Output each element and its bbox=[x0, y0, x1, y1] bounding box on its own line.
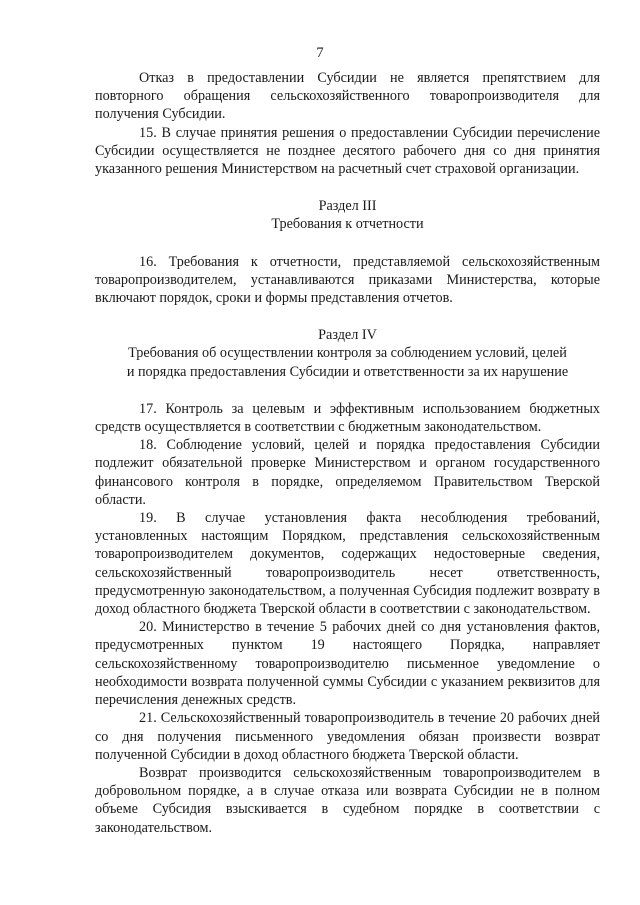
paragraph-16: 16. Требования к отчетности, представляемой сельскохозяйственным товаропроизводителем, устанавливаются приказами Министерства, которые включают порядок, сроки и формы представления отчетов. bbox=[95, 253, 600, 307]
section-4-heading: Раздел IV bbox=[318, 327, 377, 344]
section-4-title-line-1: Требования об осуществлении контроля за соблюдением условий, целей bbox=[128, 345, 567, 362]
spacer bbox=[95, 234, 600, 253]
spacer bbox=[95, 381, 600, 400]
page-number: 7 bbox=[316, 45, 324, 61]
section-3-title: Требования к отчетности bbox=[271, 216, 424, 233]
paragraph-15: 15. В случае принятия решения о предоставлении Субсидии перечисление Субсидии осуществляется не позднее десятого рабочего дня со дня принятия указанного решения Министерством на расчетный счет страховой организации. bbox=[95, 124, 600, 178]
paragraph-18: 18. Соблюдение условий, целей и порядка предоставления Субсидии подлежит обязательной проверке Министерством и органом государственного финансового контроля в порядке, определяемом Правительством Тверской области. bbox=[95, 437, 600, 508]
document-body bbox=[95, 69, 600, 837]
paragraph-21: 21. Сельскохозяйственный товаропроизводитель в течение 20 рабочих дней со дня получения письменного уведомления обязан произвести возврат полученной Субсидии в доход областного бюджета Тверской области. bbox=[95, 710, 600, 763]
paragraph-20: 20. Министерство в течение 5 рабочих дней со дня установления фактов, предусмотренных пунктом 19 настоящего Порядка, направляет сельскохозяйственному товаропроизводителю письменное уведомление о необходимости возврата полученной суммы Субсидии с указанием реквизитов для перечисления денежных средств. bbox=[95, 619, 600, 709]
spacer bbox=[95, 307, 600, 326]
section-3-heading: Раздел III bbox=[318, 198, 377, 215]
paragraph-19: 19. В случае установления факта несоблюдения требований, установленных настоящим Порядком, представления сельскохозяйственным товаропроизводителем документов, содержащих недостоверные сведения, сельскохозяйственный товаропроизводитель несет ответственность, предусмотренную законодательством, а полученная Субсидия подлежит возврату в доход областного бюджета Тверской области в соответствии с законодательством. bbox=[95, 510, 600, 618]
paragraph-return: Возврат производится сельскохозяйственным товаропроизводителем в добровольном порядке, а в случае отказа или возврата Субсидии не в полном объеме Субсидия взыскивается в судебном порядке в соответствии с законодательством. bbox=[95, 764, 600, 836]
paragraph-17: 17. Контроль за целевым и эффективным использованием бюджетных средств осуществляется в соответствии с бюджетным законодательством. bbox=[95, 400, 600, 436]
section-4-title-line-2: и порядка предоставления Субсидии и ответственности за их нарушение bbox=[126, 363, 569, 380]
paragraph-refusal: Отказ в предоставлении Субсидии не является препятствием для повторного обращения сельскохозяйственного товаропроизводителя для получения Субсидии. bbox=[95, 70, 600, 123]
spacer bbox=[95, 178, 600, 197]
